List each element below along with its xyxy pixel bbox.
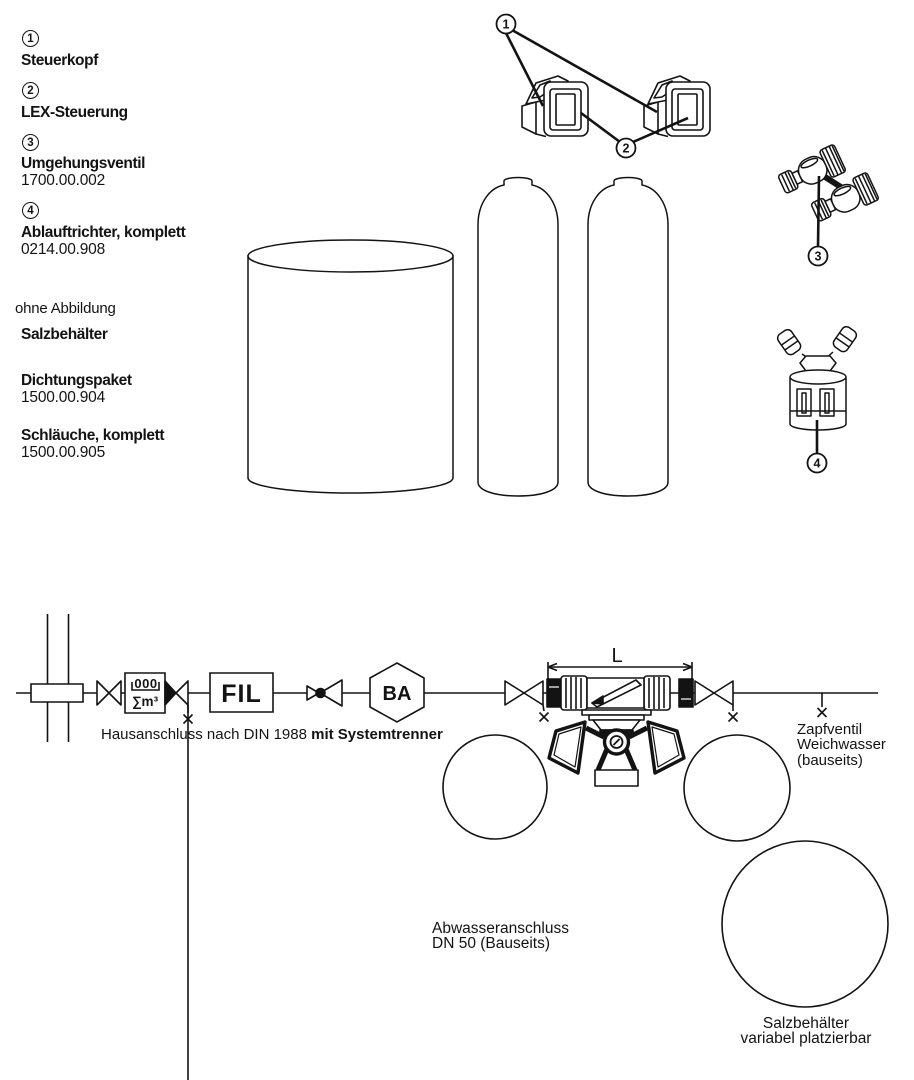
house-connection-label bbox=[101, 727, 443, 742]
tap-point-symbol bbox=[818, 693, 827, 717]
shutoff-valve-symbol-1 bbox=[97, 681, 121, 705]
tap-label: Zapfventil Weichwasser (bauseits) bbox=[797, 721, 886, 769]
house-connection-text: Hausanschluss nach DIN 1988 bbox=[101, 726, 312, 743]
shutoff-valve-symbol-2 bbox=[505, 681, 549, 722]
bypass-valve-part bbox=[776, 144, 880, 247]
control-head-right bbox=[644, 76, 710, 137]
salt-container-label: Salzbehälter variabel platzierbar bbox=[740, 1015, 872, 1048]
installation-schematic bbox=[0, 600, 914, 1080]
dimension-label-text: L bbox=[611, 645, 623, 667]
house-connection-bold-text: mit Systemtrenner bbox=[311, 726, 443, 743]
list-callout-3: 3 bbox=[22, 134, 39, 151]
house-riser-pipes bbox=[31, 614, 83, 742]
part-no-umgehungsventil: 1700.00.002 bbox=[21, 172, 105, 189]
no-image-header: ohne Abbildung bbox=[15, 300, 116, 317]
filter-label-text: FIL bbox=[221, 680, 262, 708]
list-callout-4: 4 bbox=[22, 202, 39, 219]
meter-counter-text: 000 bbox=[134, 676, 158, 691]
waste-connection-label: Abwasseranschluss DN 50 (Bauseits) bbox=[432, 920, 569, 953]
list-callout-1: 1 bbox=[22, 30, 39, 47]
part-label-steuerkopf: Steuerkopf bbox=[21, 52, 98, 69]
callout-number-1: 1 bbox=[502, 17, 510, 32]
part-no-schlaeuche: 1500.00.905 bbox=[21, 444, 105, 461]
part-label-umgehungsventil: Umgehungsventil bbox=[21, 155, 146, 172]
callout-number-3: 3 bbox=[814, 249, 822, 264]
list-callout-2: 2 bbox=[22, 82, 39, 99]
salt-container-cylinder bbox=[248, 240, 453, 493]
reducer-symbol bbox=[307, 680, 342, 706]
part-no-ablauftrichter: 0214.00.908 bbox=[21, 241, 105, 258]
meter-unit-text: ∑m³ bbox=[131, 694, 159, 709]
part-no-dichtungspaket: 1500.00.904 bbox=[21, 389, 105, 406]
tank-footprint-left bbox=[443, 735, 547, 839]
callout-number-4: 4 bbox=[813, 456, 821, 471]
tank-footprint-right bbox=[684, 735, 790, 841]
callout-number-2: 2 bbox=[622, 141, 630, 156]
shutoff-valve-symbol-3 bbox=[695, 681, 738, 722]
ba-label-text: BA bbox=[382, 683, 412, 705]
salt-container-footprint bbox=[722, 841, 888, 1007]
part-label-schlaeuche: Schläuche, komplett bbox=[21, 427, 165, 444]
resin-tank-left bbox=[478, 178, 558, 497]
part-label-ablauftrichter: Ablauftrichter, komplett bbox=[21, 224, 186, 241]
drain-funnel-part bbox=[776, 325, 859, 454]
part-label-dichtungspaket: Dichtungspaket bbox=[21, 372, 132, 389]
part-label-salzbehaelter: Salzbehälter bbox=[21, 326, 108, 343]
part-label-lex-steuerung: LEX-Steuerung bbox=[21, 104, 128, 121]
resin-tank-right bbox=[588, 178, 668, 497]
